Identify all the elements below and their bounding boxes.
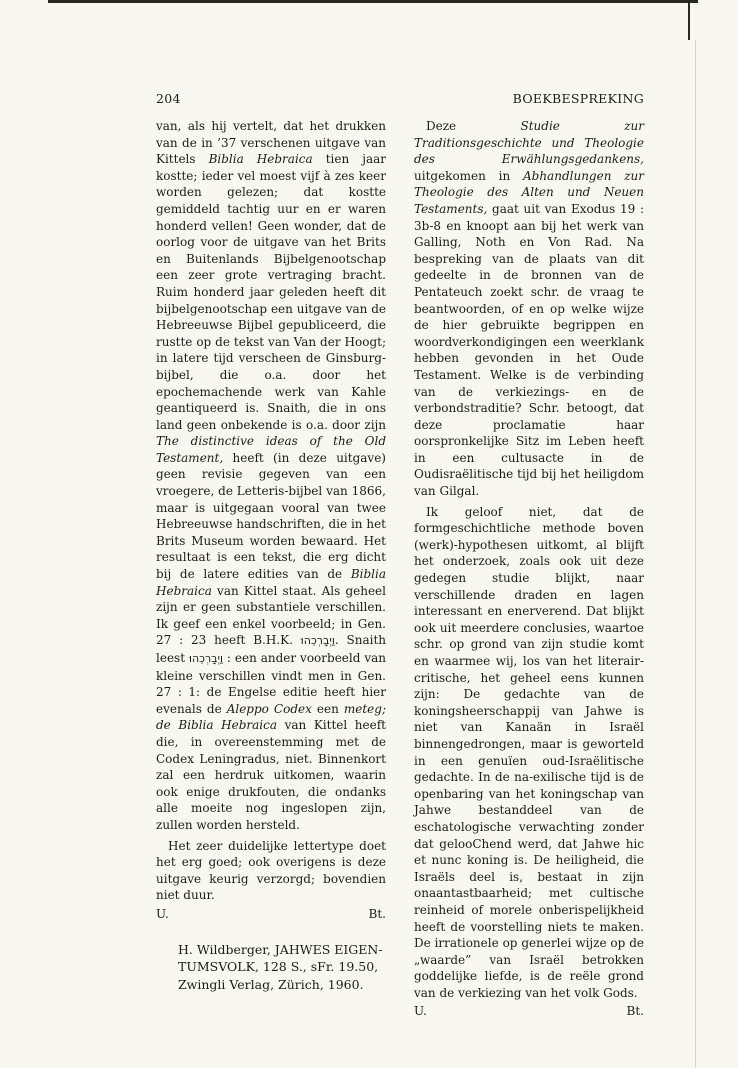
right-signature — [414, 1003, 644, 1020]
signature-place: U. — [156, 906, 169, 921]
hebrew-word: וַיְבָרְכֵהוּ — [300, 634, 335, 648]
page-number: 204 — [156, 91, 181, 106]
right-paragraph-1 — [414, 118, 644, 500]
text-run: tien jaar kostte; ieder vel moest vijf à zes keer worden gelezen; dat kostte gemiddeld tachtig uur en er waren honderd vellen! Geen wonder, dat de oorlog voor de uitgave van het Brits en Buitenlands Bijbelgenootschap een zeer grote vertraging bracht. Ruim honderd jaar geleden heeft dit bijbelgenootschap een uitgave van de Hebreeuwse Bijbel gepubliceerd, die rustte op de tekst van Van der Hoogt; in latere tijd verscheen de Ginsburg-bijbel, die o.a. door het epochemachende werk van Kahle geantiqueerd is. Snaith, die in ons land geen onbekende is o.a. door zijn — [156, 152, 386, 432]
page-edge-right — [688, 0, 690, 40]
italic-run: The distinctive ideas of the Old Testament, — [156, 434, 386, 465]
text-run: heeft (in deze uitgave) geen revisie gegeven van een vroegere, de Letteris-bijbel van 1866, maar is uitgegaan vooral van twee Hebreeuwse handschriften, die in het Brits Museum worden bewaard. Het resultaat is een tekst, die erg dicht bij de latere edities van de — [156, 450, 386, 582]
page-header — [156, 91, 644, 107]
left-paragraph-2: Het zeer duidelijke lettertype doet het erg goed; ook overigens is deze uitgave keurig verzorgd; bovendien niet duur. — [156, 838, 386, 903]
right-paragraph-2: Ik geloof niet, dat de formgeschichtliche methode boven (werk)-hypothesen uitkomt, al blijft het onderzoek, zoals ook uit deze gedegen studie blijkt, naar verschillende draden en lagen interessant en enerverend. Dat blijkt ook uit meerdere conclusies, waartoe schr. op grond van zijn studie komt en waarmee wij, los van het literair-critische, het geheel eens kunnen zijn: De gedachte van de koningsheerschappij van Jahwe is niet van Kanaän in Israël binnengedrongen, maar is geworteld in een genuïen oud-Israëlitische gedachte. In de na-exilische tijd is de openbaring van het koningschap van Jahwe bestanddeel van de eschatologische verwachting zonder dat gelooChend werd, dat Jahwe hic et nunc koning is. De heiligheid, die Israëls deel is, bestaat in zijn onaantastbaarheid; met cultische reinheid of morele onberispelijkheid heeft de voorstelling niets te maken. De irrationele op generlei wijze op de „waarde” van Israël betrokken goddelijke liefde, is de reële grond van de verkiezing van het volk Gods. — [414, 504, 644, 1000]
signature-initials: Bt. — [368, 906, 386, 921]
review-heading-line-2: TUMSVOLK, 128 S., sFr. 19.50, — [178, 959, 379, 974]
text-run: een — [311, 701, 344, 716]
review-heading-line-1: H. Wildberger, JAHWES EIGEN- — [178, 941, 383, 957]
right-column — [414, 118, 644, 1020]
text-run: van, als hij vertelt, dat het drukken van de in ’37 verschenen uitgave van Kittels — [156, 119, 386, 167]
review-heading-line-3: Zwingli Verlag, Zürich, 1960. — [178, 976, 364, 992]
italic-run: Biblia Hebraica — [208, 152, 313, 167]
italic-run: Abhandlungen zur Theologie des Alten und Neuen Testaments, — [414, 168, 644, 216]
text-run: van Kittel staat. Als geheel zijn er geen substantiele verschillen. Ik geef een enkel voorbeeld; in Gen. 27 : 23 heeft B.H.K. — [156, 583, 386, 648]
text-run: Deze — [426, 119, 521, 133]
running-head: BOEKBESPREKING — [512, 91, 644, 106]
text-run: van Kittel heeft die, in overeenstemming met de Codex Leningradus, niet. Binnenkort zal een herdruk uitkomen, waarin ook enige drukfouten, die ondanks alle moeite nog ingeslopen zijn, zullen worden hersteld. — [156, 718, 386, 832]
page-edge-shadow — [695, 40, 696, 1068]
italic-run: meteg; de Biblia Hebraica — [156, 701, 387, 733]
text-run: : een ander voorbeeld van kleine verschillen vindt men in Gen. 27 : 1: de Engelse editie heeft hier evenals de — [156, 651, 386, 716]
text-run: uitgekomen in — [414, 168, 523, 183]
italic-run: Studie zur Traditionsgeschichte und Theologie des Erwählungsgedankens, — [414, 119, 644, 167]
page-edge-top — [48, 0, 698, 3]
text-run: . Snaith leest — [156, 633, 386, 665]
italic-run: Biblia Hebraica — [156, 567, 386, 598]
text-run: gaat uit van Exodus 19 : 3b-8 en knoopt aan bij het werk van Galling, Noth en Von Rad. Na bespreking van de plaats van dit gedeelte in de bronnen van de Pentateuch zoekt schr. de vraag te beantwoorden, of en op welke wijze de hier gebruikte begrippen en woordverkondigingen een weerklank hebben gevonden in het Oude Testament. Welke is de verbinding van de verkiezings- en de verbondstraditie? Schr. betoogt, dat deze proclamatie haar oorspronkelijke Sitz im Leben heeft in een cultusacte in de Oudisraëlitische tijd bij het heiligdom van Gilgal. — [414, 201, 644, 499]
hebrew-word: וַיְבָרְכֵהוּ — [188, 652, 223, 665]
left-signature — [156, 906, 386, 923]
italic-run: Aleppo Codex — [226, 701, 312, 716]
signature-place: U. — [414, 1004, 427, 1019]
left-column — [156, 118, 386, 993]
left-paragraph-1 — [156, 118, 386, 834]
signature-initials: Bt. — [626, 1004, 644, 1019]
review-heading — [156, 941, 386, 994]
